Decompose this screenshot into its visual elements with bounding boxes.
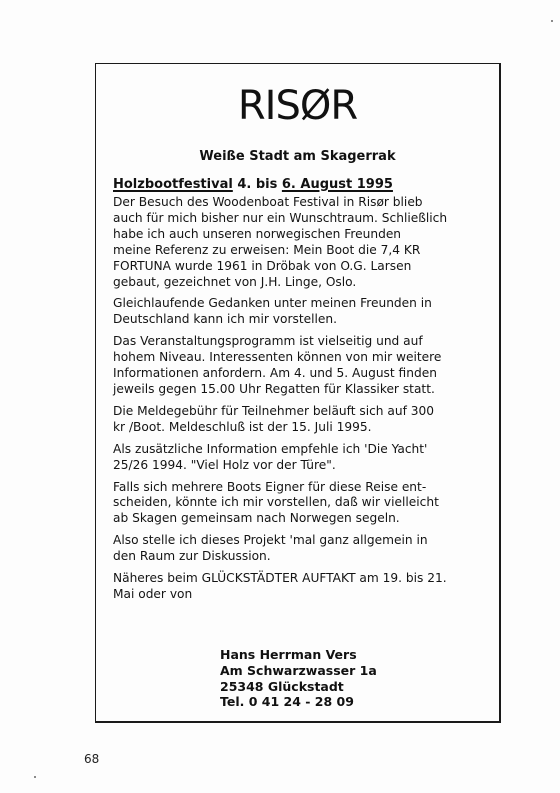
contact-city: 25348 Glückstadt: [220, 678, 344, 694]
festival-name: Holzbootfestival: [113, 177, 233, 192]
text-line: Mai oder von: [113, 586, 193, 601]
text-line: den Raum zur Diskussion.: [113, 549, 271, 564]
festival-dates-end: 6. August 1995: [281, 177, 393, 192]
text-line: 25/26 1994. "Viel Holz vor der Türe".: [113, 457, 336, 472]
article-title: RISØR: [237, 83, 358, 129]
text-line: hohem Niveau. Interessenten können von mir weitere: [113, 350, 442, 365]
text-line: Deutschland kann ich mir vorstellen.: [113, 312, 337, 327]
paragraph: [113, 404, 497, 436]
paragraph: [113, 334, 497, 398]
festival-dates-start: 4. bis: [237, 177, 278, 192]
contact-phone: Tel. 0 41 24 - 28 09: [220, 694, 354, 710]
text-line: auch für mich bisher nur ein Wunschtraum. Schließlich: [113, 210, 448, 225]
text-line: Informationen anfordern. Am 4. und 5. August finden: [113, 366, 437, 381]
text-line: meine Referenz zu erweisen: Mein Boot die 7,4 KR: [113, 242, 421, 257]
paragraph: [113, 533, 497, 565]
scan-speck: [551, 20, 553, 22]
page-number: 68: [84, 752, 100, 766]
paragraph: [113, 442, 497, 474]
contact-street: Am Schwarzwasser 1a: [220, 662, 377, 678]
text-line: FORTUNA wurde 1961 in Dröbak von O.G. Larsen: [113, 258, 412, 273]
article-subtitle: Weiße Stadt am Skagerrak: [199, 149, 396, 164]
contact-address: [220, 647, 377, 710]
paragraph: [113, 195, 497, 290]
text-line: gebaut, gezeichnet von J.H. Linge, Oslo.: [113, 274, 357, 289]
text-line: kr /Boot. Meldeschluß ist der 15. Juli 1995.: [113, 419, 372, 434]
paragraph: [113, 296, 497, 328]
article-frame: [95, 63, 501, 723]
paragraph: [113, 571, 497, 603]
text-line: scheiden, könnte ich mir vorstellen, daß wir vielleicht: [113, 495, 439, 510]
text-line: ab Skagen gemeinsam nach Norwegen segeln.: [113, 511, 400, 526]
festival-heading: [113, 177, 393, 192]
text-line: Falls sich mehrere Boots Eigner für diese Reise ent-: [113, 479, 427, 494]
text-line: Der Besuch des Woodenboat Festival in Risør blieb: [113, 195, 423, 209]
text-line: Das Veranstaltungsprogramm ist vielseitig und auf: [113, 334, 423, 349]
text-line: Also stelle ich dieses Projekt 'mal ganz allgemein in: [113, 533, 428, 548]
text-line: Die Meldegebühr für Teilnehmer beläuft sich auf 300: [113, 403, 435, 418]
article-body: [113, 195, 497, 609]
text-line: Näheres beim GLÜCKSTÄDTER AUFTAKT am 19. bis 21.: [113, 571, 447, 586]
contact-name: Hans Herrman Vers: [220, 647, 357, 662]
text-line: habe ich auch unseren norwegischen Freunden: [113, 226, 402, 241]
scan-speck: [34, 776, 36, 778]
text-line: Gleichlaufende Gedanken unter meinen Freunden in: [113, 296, 432, 311]
paragraph: [113, 480, 497, 528]
text-line: Als zusätzliche Information empfehle ich 'Die Yacht': [113, 441, 428, 456]
text-line: jeweils gegen 15.00 Uhr Regatten für Klassiker statt.: [113, 381, 435, 396]
